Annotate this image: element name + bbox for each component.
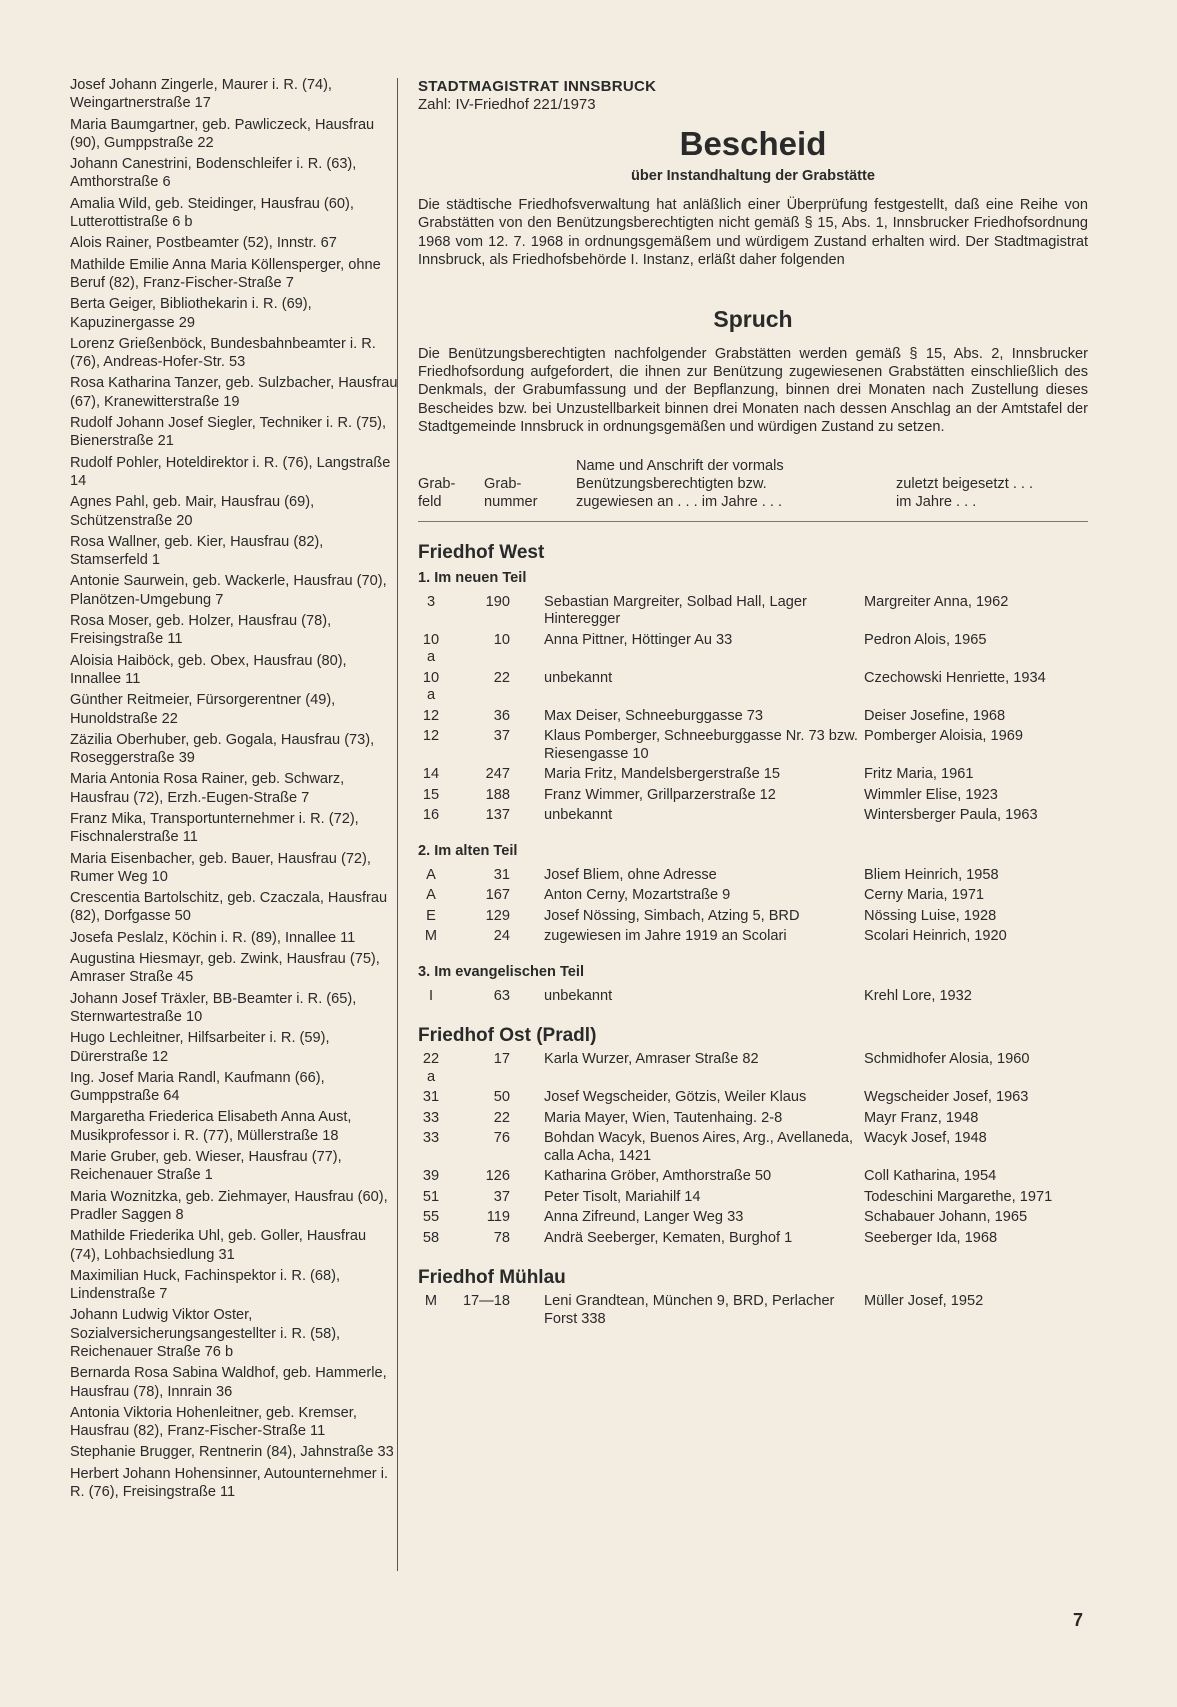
grave-number: 31 bbox=[493, 866, 510, 883]
deceased-entry: Franz Mika, Transportunternehmer i. R. (72), Fischnalerstraße 11 bbox=[70, 810, 359, 846]
deceased-entry: Rosa Wallner, geb. Kier, Hausfrau (82), Stamserfeld 1 bbox=[70, 533, 324, 569]
grave-number: 247 bbox=[485, 766, 510, 783]
holder-name-address: Andrä Seeberger, Kematen, Burghof 1 bbox=[544, 1229, 793, 1246]
header-name-address: Name und Anschrift der vormals Benützungsberechtigten bzw. zugewiesen an . . . im Jahre . . . bbox=[576, 457, 784, 510]
holder-name-address: Karla Wurzer, Amraser Straße 82 bbox=[544, 1051, 759, 1068]
deceased-entry: Antonie Saurwein, geb. Wackerle, Hausfrau (70), Planötzen-Umgebung 7 bbox=[70, 573, 387, 608]
spruch-paragraph: Die Benützungsberechtigten nachfolgender Grabstätten werden gemäß § 15, Abs. 2, Innsbrucker Friedhofsordung aufgefordert, die ihnen zur Benützung zugewiesenen Grabstätten einschließlich des Denkmals, der Grabumfassung und der Bepflanzung, binnen drei Monaten nach Zustellung dieses Bescheides bzw. bei Unzustellbarkeit binnen drei Monaten nach dessen Anschlag an der Amtstafel der Stadtgemeinde Innsbruck in ordnungsgemäßen und würdigen Zustand zu setzen. bbox=[418, 345, 1088, 436]
last-buried: Wintersberger Paula, 1963 bbox=[864, 807, 1038, 824]
deceased-entry: Mathilde Emilie Anna Maria Köllensperger, ohne Beruf (82), Franz-Fischer-Straße 7 bbox=[70, 256, 381, 291]
grave-field: 58 bbox=[422, 1229, 440, 1246]
header-grave-number: Grab- nummer bbox=[484, 475, 538, 510]
grave-number: 37 bbox=[493, 1188, 510, 1205]
grave-field: A bbox=[426, 866, 436, 883]
grave-row bbox=[418, 594, 1088, 629]
grave-row bbox=[418, 1051, 1088, 1086]
deceased-entry: Josef Johann Zingerle, Maurer i. R. (74), Weingartnerstraße 17 bbox=[70, 77, 332, 112]
grave-number: 129 bbox=[485, 907, 510, 924]
grave-row bbox=[418, 908, 1088, 926]
grave-row bbox=[418, 1168, 1088, 1186]
deceased-entry: Stephanie Brugger, Rentnerin (84), Jahnstraße 33 bbox=[70, 1444, 394, 1461]
grave-field: 33 bbox=[422, 1130, 440, 1147]
grave-row bbox=[418, 1230, 1088, 1248]
deceased-entry: Lorenz Grießenböck, Bundesbahnbeamter i. R. (76), Andreas-Hofer-Str. 53 bbox=[70, 335, 376, 371]
column-divider bbox=[397, 78, 398, 1571]
west-part1-title: 1. Im neuen Teil bbox=[418, 569, 527, 586]
grave-number: 22 bbox=[493, 669, 510, 686]
holder-name-address: Anton Cerny, Mozartstraße 9 bbox=[544, 887, 731, 904]
grave-row bbox=[418, 632, 1088, 667]
deceased-entry: Hugo Lechleitner, Hilfsarbeiter i. R. (59), Dürerstraße 12 bbox=[70, 1030, 330, 1065]
last-buried: Schmidhofer Alosia, 1960 bbox=[864, 1051, 1030, 1068]
document-subtitle: über Instandhaltung der Grabstätte bbox=[630, 168, 876, 184]
grave-number: 167 bbox=[485, 887, 510, 904]
last-buried: Coll Katharina, 1954 bbox=[864, 1168, 997, 1185]
grave-row bbox=[418, 1293, 1088, 1328]
deceased-entry: Ing. Josef Maria Randl, Kaufmann (66), Gumppstraße 64 bbox=[70, 1069, 325, 1105]
grave-number: 17—18 bbox=[462, 1293, 510, 1310]
deceased-entry: Agnes Pahl, geb. Mair, Hausfrau (69), Schützenstraße 20 bbox=[70, 494, 315, 529]
grave-field: 51 bbox=[422, 1188, 440, 1205]
last-buried: Wegscheider Josef, 1963 bbox=[864, 1089, 1029, 1106]
grave-field: I bbox=[428, 987, 434, 1004]
deceased-entry: Marie Gruber, geb. Wieser, Hausfrau (77), Reichenauer Straße 1 bbox=[70, 1149, 342, 1184]
grave-row bbox=[418, 787, 1088, 805]
deceased-entry: Johann Canestrini, Bodenschleifer i. R. (63), Amthorstraße 6 bbox=[70, 156, 357, 191]
last-buried: Pomberger Aloisia, 1969 bbox=[864, 728, 1024, 745]
notice-column bbox=[418, 78, 1088, 1331]
grave-field: 10 a bbox=[422, 631, 440, 666]
grave-field: 10 a bbox=[422, 669, 440, 704]
page-number: 7 bbox=[1073, 1610, 1084, 1630]
grave-field: 15 bbox=[422, 786, 440, 803]
grave-number: 22 bbox=[493, 1109, 510, 1126]
grave-row bbox=[418, 1209, 1088, 1227]
grave-field: 39 bbox=[422, 1168, 440, 1185]
grave-number: 190 bbox=[485, 593, 510, 610]
west-part1-rows bbox=[418, 594, 1088, 825]
last-buried: Wimmler Elise, 1923 bbox=[864, 786, 998, 803]
deceased-entry: Berta Geiger, Bibliothekarin i. R. (69), Kapuzinergasse 29 bbox=[70, 296, 312, 331]
deceased-entry: Johann Josef Träxler, BB-Beamter i. R. (65), Sternwartestraße 10 bbox=[70, 990, 357, 1025]
cemetery-ost-title: Friedhof Ost (Pradl) bbox=[418, 1025, 597, 1047]
grave-row bbox=[418, 728, 1088, 763]
deceased-entry: Günther Reitmeier, Fürsorgerentner (49), Hunoldstraße 22 bbox=[70, 692, 336, 727]
grave-field: A bbox=[426, 887, 436, 904]
last-buried: Krehl Lore, 1932 bbox=[864, 987, 972, 1004]
last-buried: Schabauer Johann, 1965 bbox=[864, 1209, 1028, 1226]
intro-paragraph: Die städtische Friedhofsverwaltung hat anläßlich einer Überprüfung festgestellt, daß eine Reihe von Grabstätten von den Benützungsberechtigten nicht gemäß § 15, Abs. 1, Innsbrucker Friedhofsordnung 1968 vom 12. 7. 1968 in ordnungsgemäßem und würdigem Zustand erhalten wird. Der Stadtmagistrat Innsbruck, als Friedhofsbehörde I. Instanz, erläßt daher folgenden bbox=[418, 197, 1088, 269]
last-buried: Cerny Maria, 1971 bbox=[864, 887, 985, 904]
holder-name-address: unbekannt bbox=[544, 669, 613, 686]
header-last-buried: zuletzt beigesetzt . . . im Jahre . . . bbox=[896, 475, 1034, 510]
deceased-entry: Zäzilia Oberhuber, geb. Gogala, Hausfrau (73), Roseggerstraße 39 bbox=[70, 731, 375, 767]
grave-row bbox=[418, 1130, 1088, 1165]
grave-number: 24 bbox=[493, 928, 510, 945]
spruch-heading: Spruch bbox=[713, 305, 793, 332]
last-buried: Fritz Maria, 1961 bbox=[864, 766, 974, 783]
grave-row bbox=[418, 1089, 1088, 1107]
deceased-entry: Mathilde Friederika Uhl, geb. Goller, Hausfrau (74), Lohbachsiedlung 31 bbox=[70, 1228, 367, 1263]
holder-name-address: Anna Pittner, Höttinger Au 33 bbox=[544, 631, 733, 648]
last-buried: Müller Josef, 1952 bbox=[864, 1293, 984, 1310]
west-part2-rows bbox=[418, 867, 1088, 946]
grave-field: M bbox=[424, 1293, 438, 1310]
grave-number: 137 bbox=[485, 807, 510, 824]
deceased-entry: Maria Antonia Rosa Rainer, geb. Schwarz, Hausfrau (72), Erzh.-Eugen-Straße 7 bbox=[70, 771, 345, 806]
muehlau-rows bbox=[418, 1293, 1088, 1328]
issuer: STADTMAGISTRAT INNSBRUCK bbox=[418, 78, 657, 95]
holder-name-address: Peter Tisolt, Mariahilf 14 bbox=[544, 1188, 701, 1205]
deceased-entry: Aloisia Haiböck, geb. Obex, Hausfrau (80), Innallee 11 bbox=[70, 652, 347, 687]
ost-rows bbox=[418, 1051, 1088, 1247]
grave-row bbox=[418, 928, 1088, 946]
west-part2-title: 2. Im alten Teil bbox=[418, 842, 518, 859]
holder-name-address: zugewiesen im Jahre 1919 an Scolari bbox=[544, 928, 787, 945]
grave-row bbox=[418, 807, 1088, 825]
grave-number: 119 bbox=[486, 1209, 510, 1226]
grave-field: 3 bbox=[426, 593, 436, 610]
deceased-entry: Alois Rainer, Postbeamter (52), Innstr. 67 bbox=[70, 235, 337, 252]
holder-name-address: Josef Wegscheider, Götzis, Weiler Klaus bbox=[544, 1089, 807, 1106]
last-buried: Wacyk Josef, 1948 bbox=[864, 1130, 987, 1147]
grave-field: E bbox=[426, 907, 436, 924]
grave-number: 17 bbox=[493, 1051, 510, 1068]
deceased-entry: Rosa Katharina Tanzer, geb. Sulzbacher, Hausfrau (67), Kranewitterstraße 19 bbox=[70, 375, 398, 410]
grave-field: 55 bbox=[422, 1209, 440, 1226]
last-buried: Mayr Franz, 1948 bbox=[864, 1109, 979, 1126]
cemetery-muehlau-title: Friedhof Mühlau bbox=[418, 1267, 566, 1289]
grave-row bbox=[418, 708, 1088, 726]
grave-row bbox=[418, 1110, 1088, 1128]
grave-row bbox=[418, 766, 1088, 784]
deceased-entry: Rosa Moser, geb. Holzer, Hausfrau (78), Freisingstraße 11 bbox=[70, 613, 332, 648]
last-buried: Nössing Luise, 1928 bbox=[864, 907, 997, 924]
deceased-entry: Rudolf Pohler, Hoteldirektor i. R. (76), Langstraße 14 bbox=[70, 454, 391, 489]
grave-row bbox=[418, 867, 1088, 885]
grave-row bbox=[418, 670, 1088, 705]
holder-name-address: Leni Grandtean, München 9, BRD, Perlacher Forst 338 bbox=[544, 1293, 835, 1327]
deceased-entry: Margaretha Friederica Elisabeth Anna Aust, Musikprofessor i. R. (77), Müllerstraße 18 bbox=[70, 1109, 352, 1144]
header-rule bbox=[418, 521, 1088, 522]
deceased-entry: Johann Ludwig Viktor Oster, Sozialversicherungsangestellter i. R. (58), Reichenauer Straße 76 b bbox=[70, 1307, 341, 1360]
deceased-entry: Maximilian Huck, Fachinspektor i. R. (68), Lindenstraße 7 bbox=[70, 1267, 341, 1303]
holder-name-address: Maria Fritz, Mandelsbergerstraße 15 bbox=[544, 766, 781, 783]
deceased-entry: Josefa Peslalz, Köchin i. R. (89), Innallee 11 bbox=[70, 929, 356, 946]
grave-field: 22 a bbox=[422, 1051, 440, 1085]
deceased-entry: Herbert Johann Hohensinner, Autounternehmer i. R. (76), Freisingstraße 11 bbox=[70, 1465, 389, 1501]
last-buried: Seeberger Ida, 1968 bbox=[864, 1229, 998, 1246]
grave-field: M bbox=[424, 928, 438, 945]
grave-number: 36 bbox=[493, 707, 510, 724]
holder-name-address: Franz Wimmer, Grillparzerstraße 12 bbox=[544, 786, 776, 803]
grave-field: 12 bbox=[422, 707, 440, 724]
holder-name-address: Anna Zifreund, Langer Weg 33 bbox=[544, 1209, 744, 1226]
deceased-entry: Maria Eisenbacher, geb. Bauer, Hausfrau (72), Rumer Weg 10 bbox=[70, 850, 371, 885]
holder-name-address: Sebastian Margreiter, Solbad Hall, Lager Hinteregger bbox=[544, 593, 807, 628]
grave-number: 126 bbox=[485, 1168, 510, 1185]
grave-field: 31 bbox=[422, 1089, 440, 1106]
grave-row bbox=[418, 1189, 1088, 1207]
holder-name-address: unbekannt bbox=[544, 807, 613, 824]
deceased-entry: Antonia Viktoria Hohenleitner, geb. Kremser, Hausfrau (82), Franz-Fischer-Straße 11 bbox=[70, 1404, 357, 1440]
cemetery-west-title: Friedhof West bbox=[418, 541, 545, 563]
deceased-entry: Rudolf Johann Josef Siegler, Techniker i. R. (75), Bienerstraße 21 bbox=[70, 415, 387, 450]
deceased-entry: Maria Baumgartner, geb. Pawliczeck, Hausfrau (90), Gumppstraße 22 bbox=[70, 116, 375, 151]
grave-row bbox=[418, 887, 1088, 905]
last-buried: Czechowski Henriette, 1934 bbox=[864, 669, 1046, 686]
deceased-list bbox=[70, 76, 400, 1504]
deceased-entry: Bernarda Rosa Sabina Waldhof, geb. Hammerle, Hausfrau (78), Innrain 36 bbox=[70, 1365, 387, 1400]
deceased-entry: Augustina Hiesmayr, geb. Zwink, Hausfrau (75), Amraser Straße 45 bbox=[70, 951, 380, 986]
last-buried: Scolari Heinrich, 1920 bbox=[864, 928, 1007, 945]
deceased-entry: Amalia Wild, geb. Steidinger, Hausfrau (60), Lutterottistraße 6 b bbox=[70, 195, 354, 231]
deceased-entry: Maria Woznitzka, geb. Ziehmayer, Hausfrau (60), Pradler Saggen 8 bbox=[70, 1188, 388, 1223]
grave-number: 37 bbox=[493, 728, 510, 745]
grave-row bbox=[418, 988, 1088, 1006]
grave-number: 10 bbox=[493, 631, 510, 648]
holder-name-address: Katharina Gröber, Amthorstraße 50 bbox=[544, 1168, 772, 1185]
grave-field: 33 bbox=[422, 1109, 440, 1126]
reference-number: Zahl: IV-Friedhof 221/1973 bbox=[418, 96, 596, 113]
holder-name-address: Bohdan Wacyk, Buenos Aires, Arg., Avellaneda, calla Acha, 1421 bbox=[544, 1130, 854, 1164]
last-buried: Pedron Alois, 1965 bbox=[864, 631, 987, 648]
grave-field: 16 bbox=[422, 807, 440, 824]
last-buried: Deiser Josefine, 1968 bbox=[864, 707, 1006, 724]
holder-name-address: Josef Bliem, ohne Adresse bbox=[544, 866, 717, 883]
header-grave-field: Grab- feld bbox=[418, 475, 456, 510]
last-buried: Todeschini Margarethe, 1971 bbox=[864, 1188, 1053, 1205]
holder-name-address: Klaus Pomberger, Schneeburggasse Nr. 73 bzw. Riesengasse 10 bbox=[544, 728, 858, 762]
grave-number: 63 bbox=[493, 987, 510, 1004]
table-header bbox=[418, 457, 1088, 511]
deceased-entry: Crescentia Bartolschitz, geb. Czaczala, Hausfrau (82), Dorfgasse 50 bbox=[70, 890, 388, 925]
holder-name-address: Maria Mayer, Wien, Tautenhaing. 2-8 bbox=[544, 1109, 783, 1126]
last-buried: Margreiter Anna, 1962 bbox=[864, 593, 1009, 610]
grave-number: 78 bbox=[493, 1229, 510, 1246]
last-buried: Bliem Heinrich, 1958 bbox=[864, 866, 999, 883]
holder-name-address: unbekannt bbox=[544, 987, 613, 1004]
document-title: Bescheid bbox=[679, 125, 827, 162]
west-part3-rows bbox=[418, 988, 1088, 1006]
grave-number: 188 bbox=[485, 786, 510, 803]
grave-field: 14 bbox=[422, 766, 440, 783]
grave-field: 12 bbox=[422, 728, 440, 745]
holder-name-address: Max Deiser, Schneeburggasse 73 bbox=[544, 707, 764, 724]
west-part3-title: 3. Im evangelischen Teil bbox=[418, 963, 585, 980]
grave-number: 76 bbox=[493, 1130, 510, 1147]
holder-name-address: Josef Nössing, Simbach, Atzing 5, BRD bbox=[544, 907, 800, 924]
grave-number: 50 bbox=[493, 1089, 510, 1106]
